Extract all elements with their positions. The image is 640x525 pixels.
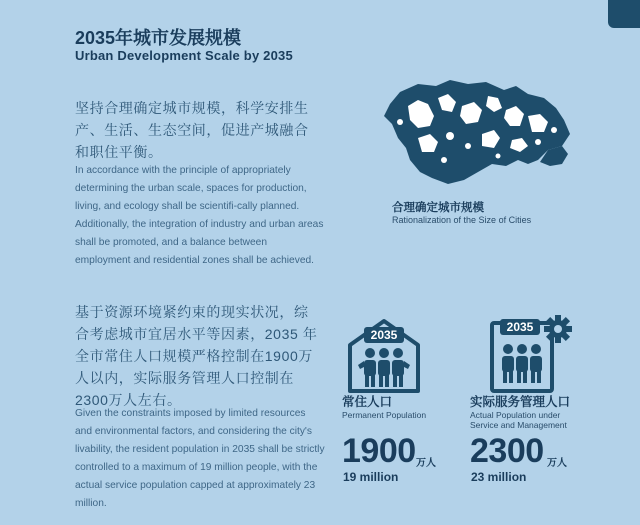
stat1-unit: 万人 [416, 458, 436, 469]
stat1-value-en: 19 million [343, 470, 399, 484]
map-label-en: Rationalization of the Size of Cities [392, 215, 532, 225]
stat2-label-cn: 实际服务管理人口 [470, 395, 571, 409]
map-label-cn: 合理确定城市规模 [392, 202, 484, 214]
stat1-value: 1900 [342, 432, 416, 470]
stat1-label-cn: 常住人口 [342, 395, 393, 409]
stat2-value: 2300 [470, 432, 544, 470]
house-people-icon [342, 315, 426, 395]
page-subtitle: Urban Development Scale by 2035 [75, 48, 293, 63]
stat2-label-en: Actual Population under Service and Management [470, 410, 567, 430]
stat2-year: 2035 [506, 320, 534, 334]
page-title: 2035年城市发展规模 [75, 28, 242, 48]
section2-text-en: Given the constraints imposed by limited resources and environmental factors, and considering the city's livability, the resident population in 2035 shall be strictly controlled to a maximum of 19 million people, with the actual service population capped at approximately 23 million. [75, 408, 325, 509]
section1-text-cn: 坚持合理确定城市规模，科学安排生产、生活、生态空间，促进产城融合和职住平衡。 [75, 100, 309, 160]
section2-text-cn: 基于资源环境紧约束的现实状况，综合考虑城市宜居水平等因素，2035 年全市常住人口规模严格控制在1900万人以内，实际服务管理人口控制在2300万人左右。 [75, 304, 318, 408]
stat1-label-en: Permanent Population [342, 410, 427, 420]
stat1-year: 2035 [370, 328, 398, 342]
section1-text-en: In accordance with the principle of appropriately determining the urban scale, spaces for production, living, and ecology shall be scientifi-cally planned. Additionally, the integration of industry and urban areas shall be promoted, and a balance between employment and residential zones shall be achieved. [75, 165, 324, 266]
city-map-icon [378, 76, 574, 196]
corner-tab [608, 0, 640, 28]
gear-people-icon [488, 315, 572, 395]
stat2-value-en: 23 million [471, 470, 527, 484]
stat2-unit: 万人 [547, 458, 567, 469]
